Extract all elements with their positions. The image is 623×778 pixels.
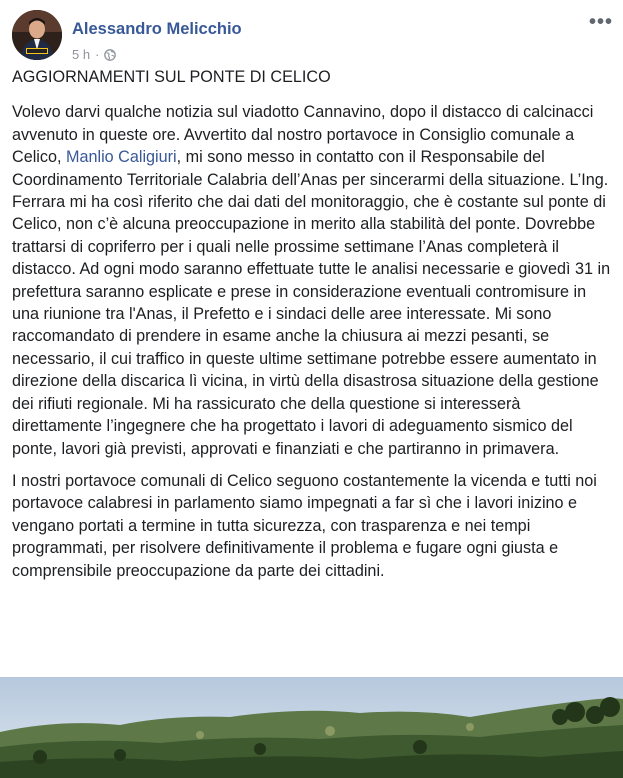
author-name[interactable]: Alessandro Melicchio xyxy=(72,20,242,38)
post-header xyxy=(12,10,613,60)
mention-link[interactable]: Manlio Caligiuri xyxy=(65,148,177,167)
landscape-photo xyxy=(0,677,623,778)
post-meta: 5 h · xyxy=(72,47,116,62)
avatar-image xyxy=(12,10,62,60)
post-paragraph-1: Volevo darvi qualche notizia sul viadotto Cannavino, dopo il distacco di calcinacci avvenuto in queste ore. Avvertito dal nostro portavoce in Consiglio comunale a Celico, Manlio Caligiuri, mi sono messo in contatto con il Responsabile del Coordinamento Territoriale Calabria dell’Anas per sincerarmi della situazione. L’Ing. Ferrara mi ha così riferito che dai dati del monitoraggio, che è costante sul ponte di Celico, non c’è alcuna preoccupazione in merito alla stabilità del ponte. Dovrebbe trattarsi di copriferro per i quali nelle prossime settimane l’Anas completerà il distacco. Ad ogni modo saranno effettuate tutte le analisi necessarie e giovedì 31 in prefettura saranno esplicate e prese in considerazione eventuali contromisure in una riunione tra l'Anas, il Prefetto e i sindaci delle aree interessate. Mi sono raccomandato di prendere in esame anche la chiusura ai mezzi pesanti, se necessario, il cui traffico in queste ultime settimane potrebbe essere aumentato in direzione della discarica lì vicina, in virtù della disastrosa situazione della gestione dei rifiuti regionale. Mi ha rassicurato che della questione si interesserà direttamente l’ingegnere che ha progettato i lavori di adeguamento sismico del ponte, lavori già previsti, approvati e finanziati e che partiranno in primavera. xyxy=(12,103,611,458)
post-time[interactable]: 5 h xyxy=(72,47,91,62)
post-photo[interactable] xyxy=(0,677,623,778)
post-body xyxy=(12,66,614,592)
more-options-icon[interactable]: ••• xyxy=(588,11,613,33)
post-paragraph-2: I nostri portavoce comunali di Celico seguono costantemente la vicenda e tutti noi portavoce calabresi in parlamento siamo impegnati a far sì che i lavori inizino e vengano portati a termine in tutta sicurezza, con trasparenza e nei tempi programmati, per risolvere definitivamente il problema e fugare ogni giusta e comprensibile preoccupazione da parte dei cittadini. xyxy=(12,471,597,580)
post-title: AGGIORNAMENTI SUL PONTE DI CELICO xyxy=(12,68,331,86)
avatar[interactable] xyxy=(12,10,62,60)
globe-icon[interactable] xyxy=(104,49,116,61)
